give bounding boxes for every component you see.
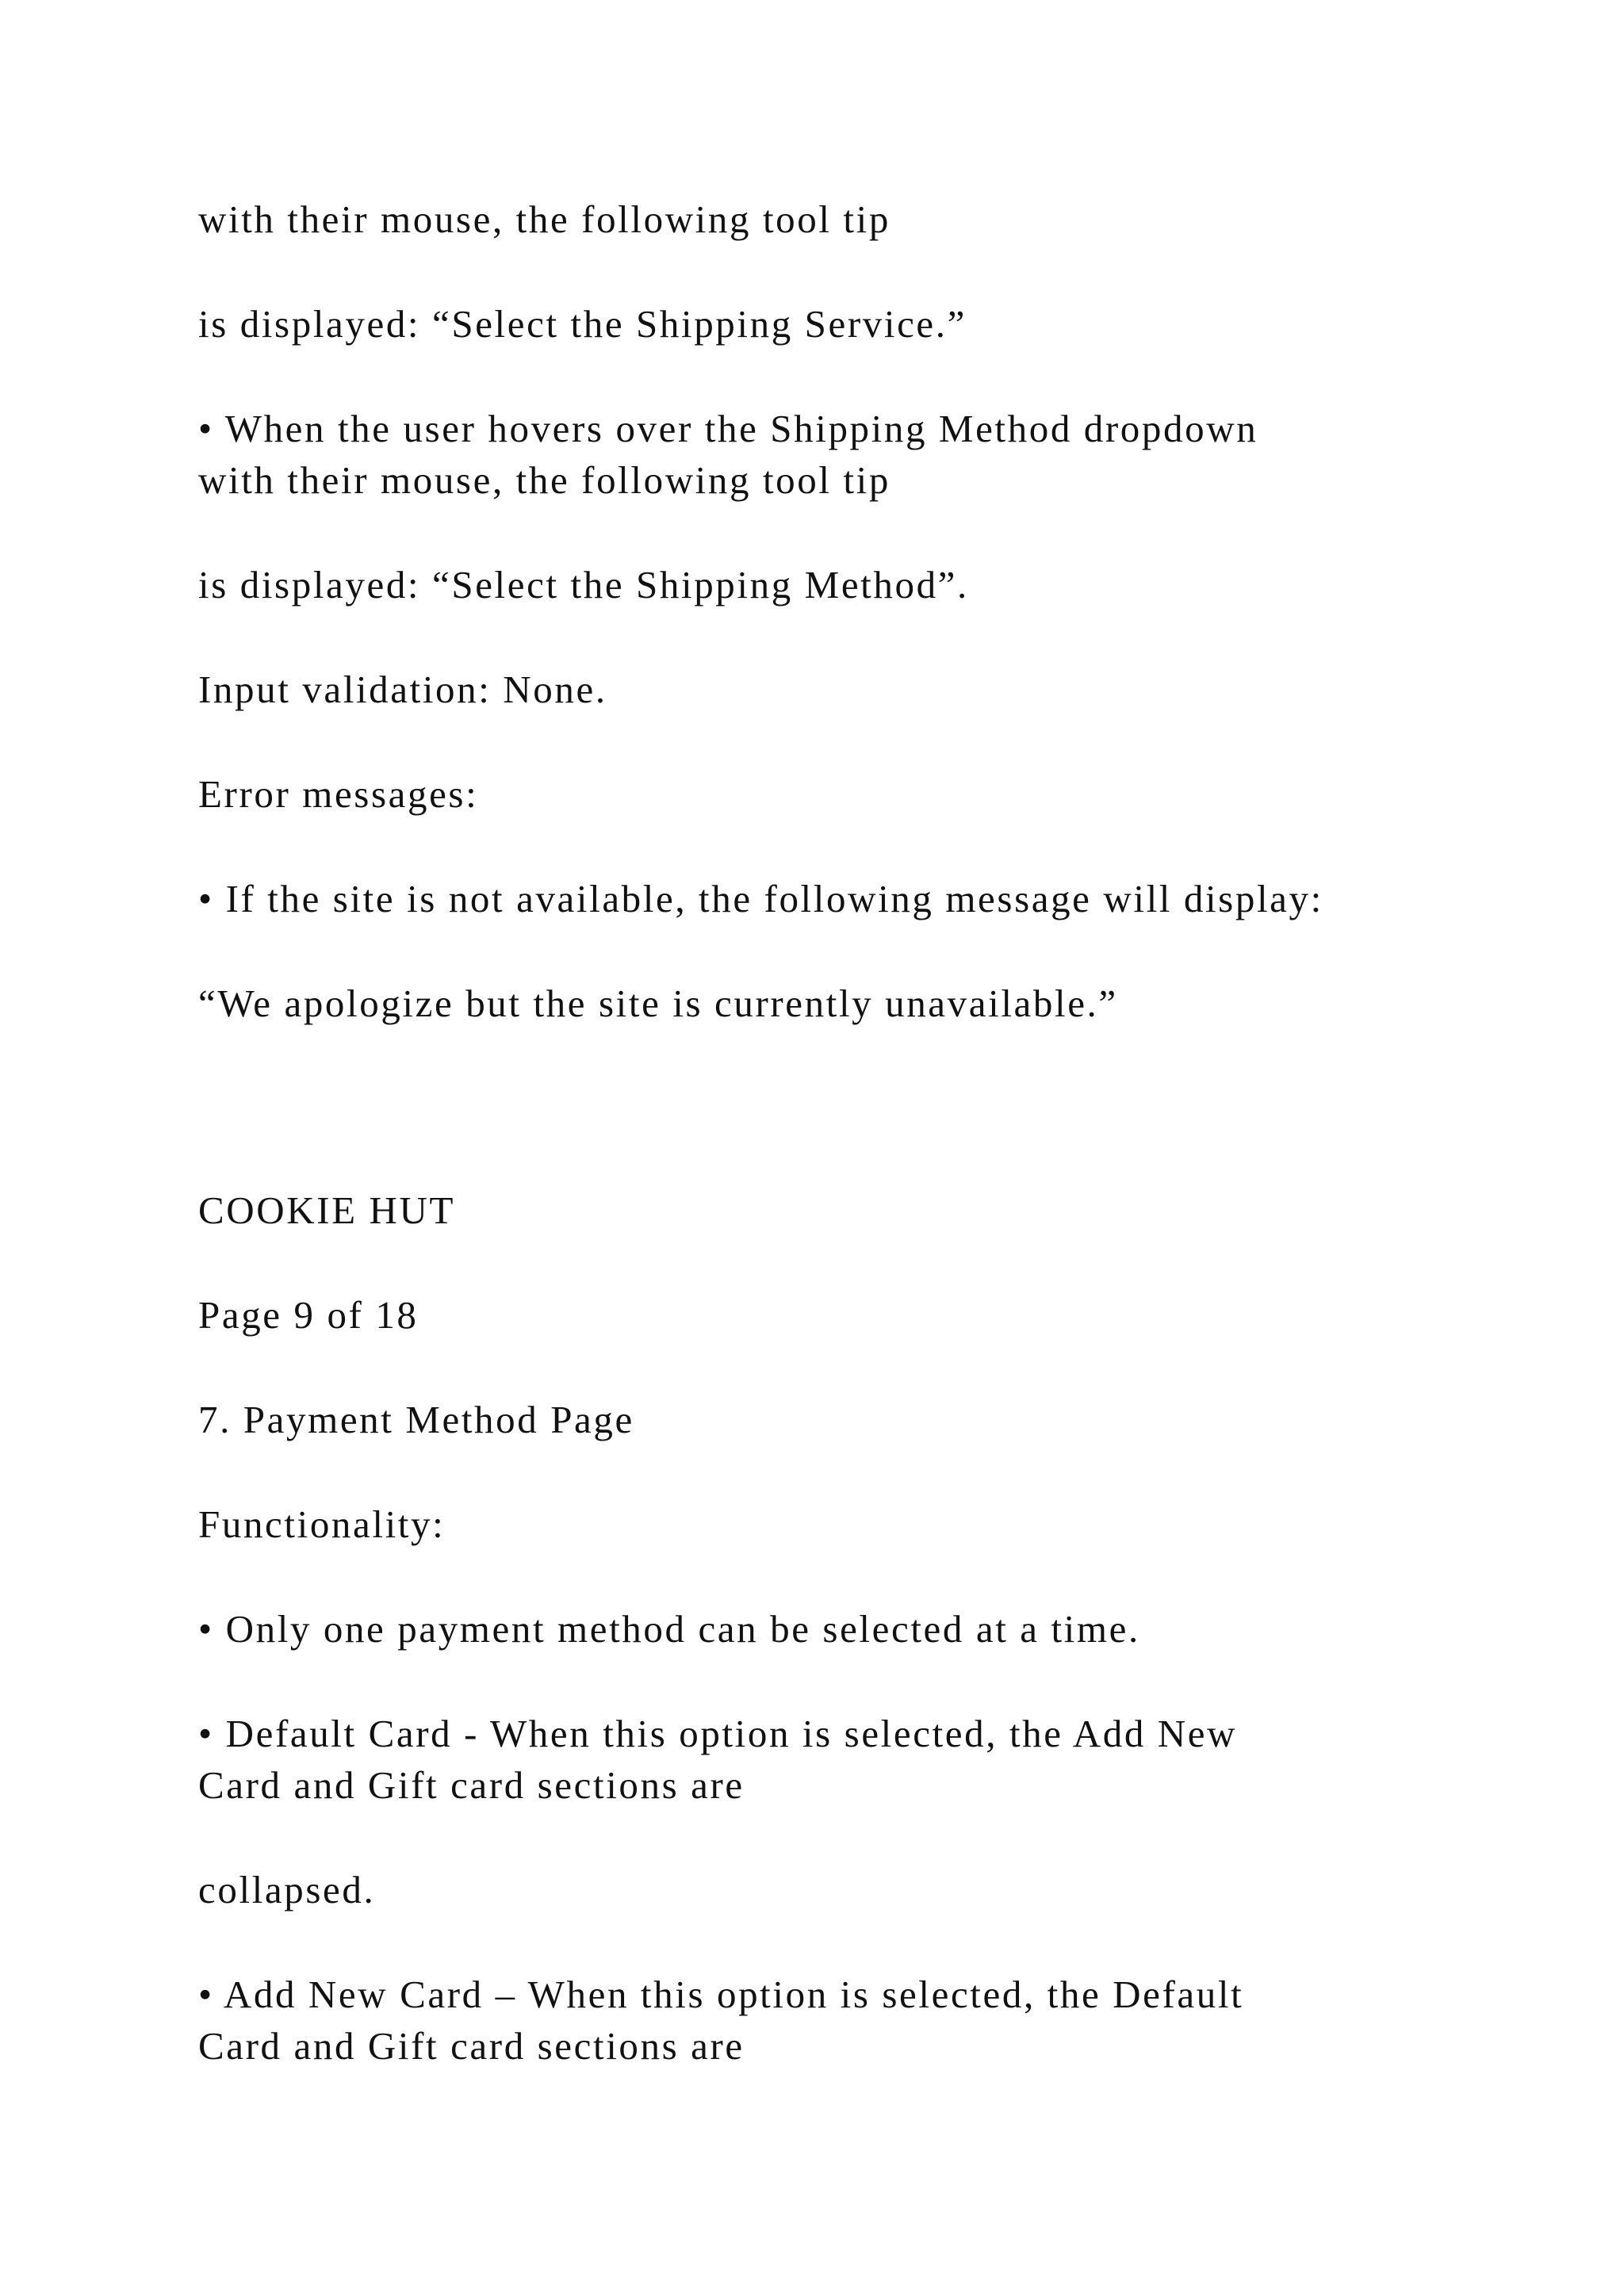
body-text-line: Card and Gift card sections are (198, 2024, 745, 2068)
bullet-text-line: • When the user hovers over the Shipping Method dropdown (198, 407, 1258, 450)
body-text-line: with their mouse, the following tool tip (198, 197, 891, 241)
error-message-text: “We apologize but the site is currently unavailable.” (198, 982, 1118, 1025)
body-text-line: with their mouse, the following tool tip (198, 458, 891, 502)
bullet-text-line: • If the site is not available, the following message will display: (198, 877, 1323, 920)
section-heading: 7. Payment Method Page (198, 1398, 634, 1441)
running-header: COOKIE HUT (198, 1188, 456, 1232)
bullet-text-line: • Default Card - When this option is selected, the Add New (198, 1712, 1238, 1755)
functionality-heading: Functionality: (198, 1502, 446, 1546)
body-text-line: is displayed: “Select the Shipping Service.” (198, 302, 967, 346)
bullet-text-line: • Add New Card – When this option is selected, the Default (198, 1973, 1244, 2016)
body-text-line: Card and Gift card sections are (198, 1763, 745, 1807)
body-text-line: collapsed. (198, 1868, 376, 1911)
error-messages-heading: Error messages: (198, 772, 479, 816)
bullet-text-line: • Only one payment method can be selected at a time. (198, 1607, 1140, 1651)
page-number: Page 9 of 18 (198, 1293, 419, 1337)
body-text-line: is displayed: “Select the Shipping Method”. (198, 563, 969, 607)
input-validation-line: Input validation: None. (198, 668, 607, 711)
